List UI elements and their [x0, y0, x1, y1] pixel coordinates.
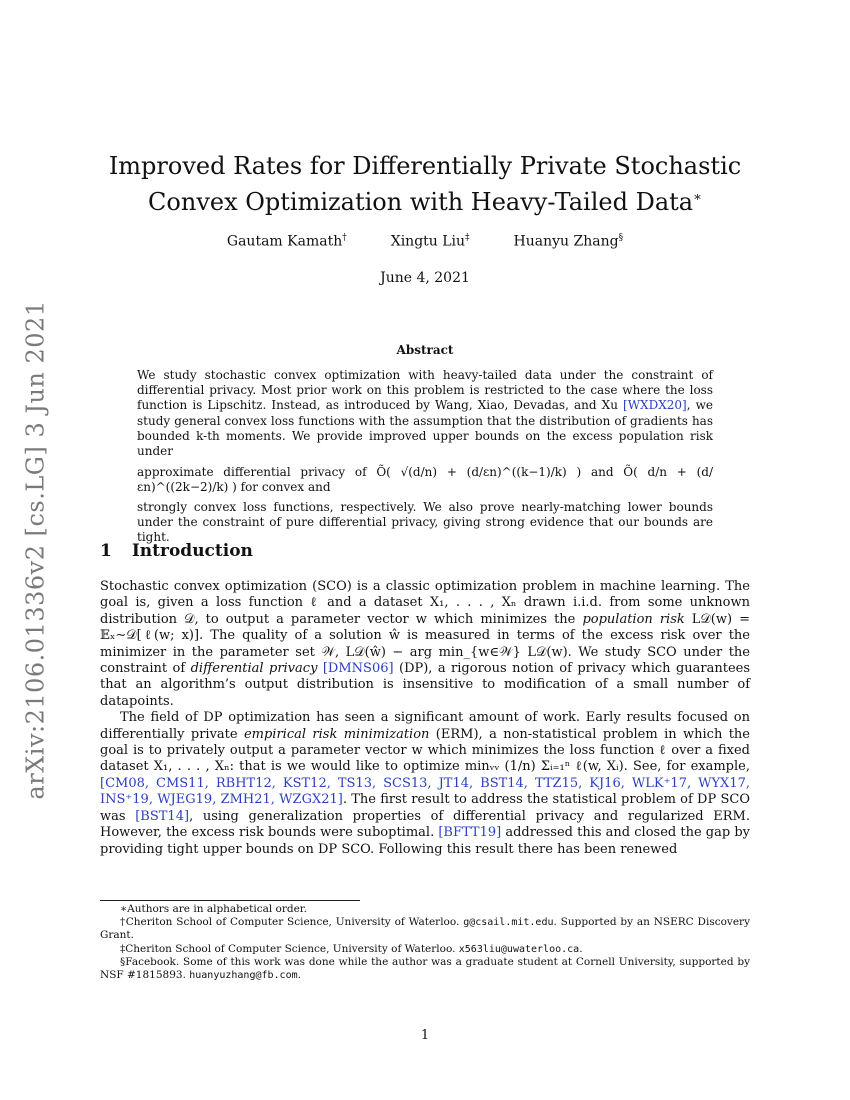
- author: Xingtu Liu‡: [390, 233, 470, 250]
- footnote: ‡Cheriton School of Computer Science, University of Waterloo. x563liu@uwaterloo.ca.: [120, 942, 583, 955]
- email[interactable]: x563liu@uwaterloo.ca: [458, 943, 580, 955]
- arxiv-sidebar: [8, 20, 64, 1080]
- author: Gautam Kamath†: [226, 233, 347, 250]
- paragraph: Stochastic convex optimization (SCO) is a classic optimization problem in machine learning. The goal is, given a loss function ℓ and a dataset X₁, . . . , Xₙ drawn i.i.d. from some unknown distribution 𝒟, to output a parameter vector w which minimizes the population risk L𝒟(w) = 𝔼ₓ∼𝒟[ℓ(w; x)]. The quality of a solution ŵ is measured in terms of the excess risk over the minimizer in the parameter set 𝒲, L𝒟(ŵ) − arg min_{w∈𝒲} L𝒟(w). We study SCO under the constraint of differential privacy [DMNS06] (DP), a rigorous notion of privacy which guarantees that an algorithm’s output distribution is insensitive to modification of a small number of datapoints.: [100, 579, 751, 709]
- title-line-2: Convex Optimization with Heavy-Tailed Data: [148, 188, 694, 216]
- abstract-heading: Abstract: [396, 343, 454, 357]
- citation-link-group[interactable]: [CM08, CMS11, RBHT12, KST12, TS13, SCS13, JT14, BST14, TTZ15, KJ16, WLK⁺17, WYX17, INS⁺19, WJEG19, ZMH21, WZGX21]: [100, 775, 750, 808]
- title-footnote-mark: ∗: [693, 190, 702, 205]
- page-number: 1: [420, 1028, 430, 1043]
- title-line-1: Improved Rates for Differentially Private Stochastic: [108, 152, 742, 180]
- paragraph: The field of DP optimization has seen a significant amount of work. Early results focused on differentially private empirical risk minimization (ERM), a non-statistical problem in which the goal is to privately output a parameter vector w which minimizes the loss function ℓ over a fixed dataset X₁, . . . , Xₙ: that is we would like to optimize minᵥᵥ (1/n) Σᵢ₌₁ⁿ ℓ(w, Xᵢ). See, for example, [CM08, CMS11, RBHT12, KST12, TS13, SCS13, JT14, BST14, TTZ15, KJ16, WLK⁺17, WYX17, INS⁺19, WJEG19, ZMH21, WZGX21]. The first result to address the statistical problem of DP SCO was [BST14], using generalization properties of differential privacy and regularized ERM. However, the excess risk bounds were suboptimal. [BFTT19] addressed this and closed the gap by providing tight upper bounds on DP SCO. Following this result there has been renewed: [100, 710, 750, 857]
- arxiv-identifier: arXiv:2106.01336v2 [cs.LG] 3 Jun 2021: [22, 300, 51, 800]
- citation-link[interactable]: [WXDX20]: [623, 398, 687, 413]
- citation-link[interactable]: [BST14]: [135, 808, 190, 824]
- section-number: 1: [100, 541, 112, 561]
- footnote-divider: [100, 900, 360, 901]
- author: Huanyu Zhang§: [513, 233, 624, 250]
- publication-date: June 4, 2021: [380, 270, 470, 286]
- abstract-bound-formula: approximate differential privacy of Õ( √(d/n) + (d/εn)^((k−1)/k) ) and Õ( d/n + (d/εn)^((2k−2)/k) ) for convex and: [137, 465, 713, 495]
- introduction-body: [100, 579, 750, 858]
- section-title: Introduction: [131, 541, 253, 561]
- footnote: §Facebook. Some of this work was done while the author was a graduate student at Cornell University, supported by NSF #1815893. huanyuzhang@fb.com.: [100, 955, 750, 982]
- citation-link[interactable]: [DMNS06]: [322, 661, 394, 677]
- paper-title: [100, 150, 750, 218]
- footnote: ∗Authors are in alphabetical order.: [120, 903, 308, 915]
- footnote: †Cheriton School of Computer Science, University of Waterloo. g@csail.mit.edu. Supported by an NSERC Discovery Grant.: [100, 916, 751, 942]
- email[interactable]: g@csail.mit.edu: [463, 917, 554, 929]
- email[interactable]: huanyuzhang@fb.com: [189, 970, 298, 982]
- author-list: [100, 233, 750, 250]
- section-heading: [100, 541, 253, 561]
- abstract-body: We study stochastic convex optimization with heavy-tailed data under the constraint of differential privacy. Most prior work on this problem is restricted to the case where the loss function is Lipschitz. Instead, as introduced by Wang, Xiao, Devadas, and Xu [WXDX20], we study general convex loss functions with the assumption that the distribution of gradients has bounded k-th moments. We provide improved upper bounds on the excess population risk under approximate differential privacy of Õ( √(d/n) + (d/εn)^((k−1)/k) ) and Õ( d/n + (d/εn)^((2k−2)/k) ) for convex and strongly convex loss functions, respectively. We also prove nearly-matching lower bounds under the constraint of pure differential privacy, giving strong evidence that our bounds are tight.: [137, 368, 713, 545]
- footnotes: [100, 903, 750, 982]
- citation-link[interactable]: [BFTT19]: [438, 825, 502, 841]
